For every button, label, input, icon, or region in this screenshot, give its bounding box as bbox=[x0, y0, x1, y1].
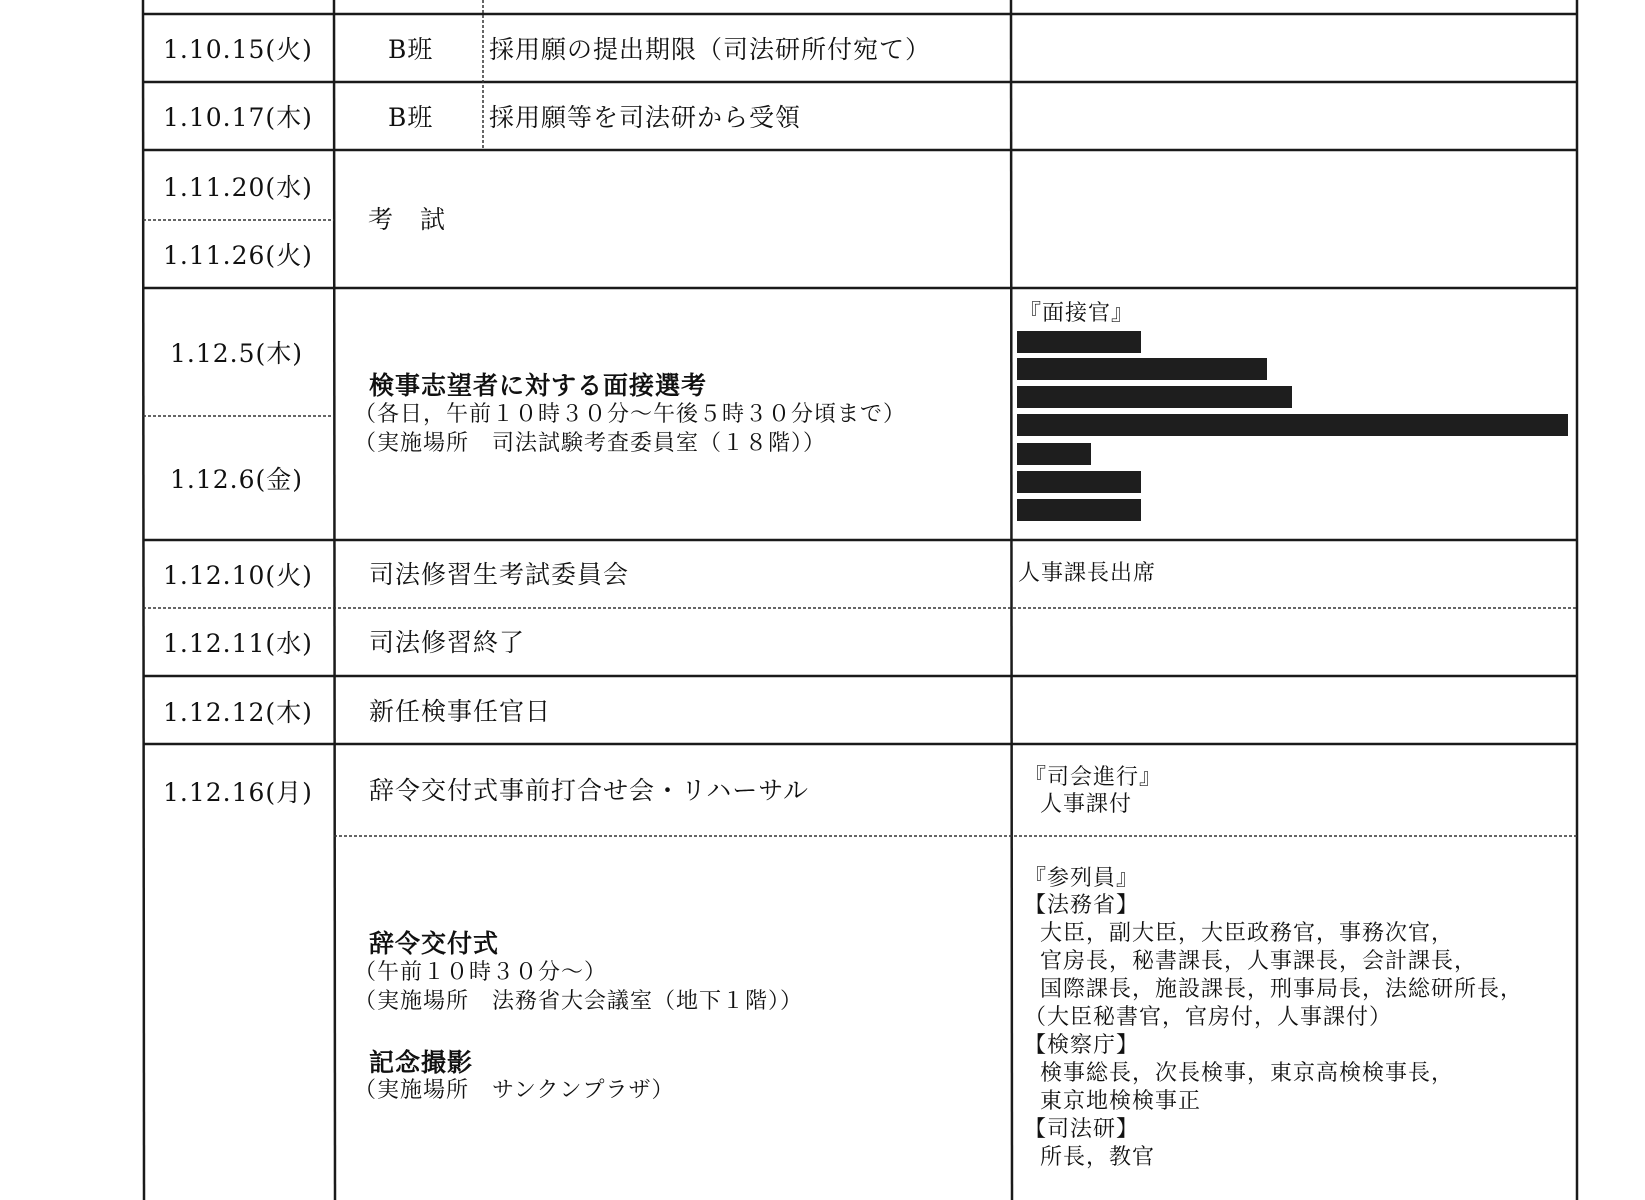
attendee-line: 【司法研】 bbox=[1024, 1117, 1140, 1142]
row-date: 1.10.15(火) bbox=[163, 35, 313, 64]
interview-title: 検事志望者に対する面接選考 bbox=[369, 371, 708, 400]
mc-title: 『司会進行』 bbox=[1024, 765, 1163, 790]
row-date-end: 1.11.26(火) bbox=[163, 241, 313, 270]
interviewers-title: 『面接官』 bbox=[1019, 301, 1135, 326]
redaction-bar bbox=[1017, 331, 1141, 353]
redaction-bar bbox=[1017, 386, 1292, 408]
redaction-bar bbox=[1017, 443, 1091, 465]
row-group: B班 bbox=[388, 103, 434, 132]
redaction-bar bbox=[1017, 471, 1141, 493]
attendee-line: 所長，教官 bbox=[1040, 1145, 1156, 1170]
attendee-line: 官房長，秘書課長，人事課長，会計課長， bbox=[1040, 949, 1478, 974]
attendee-line: 大臣，副大臣，大臣政務官，事務次官， bbox=[1040, 921, 1455, 946]
row-note: 人事課長出席 bbox=[1018, 561, 1157, 586]
row-date: 1.10.17(木) bbox=[163, 103, 313, 132]
ceremony-time: （午前１０時３０分～） bbox=[354, 960, 608, 985]
row-date: 1.12.12(木) bbox=[163, 698, 313, 727]
ceremony-place: （実施場所 法務省大会議室（地下１階）） bbox=[354, 989, 804, 1014]
row-date-start: 1.11.20(水) bbox=[163, 173, 313, 202]
row-date-start: 1.12.5(木) bbox=[170, 339, 304, 368]
row-group: B班 bbox=[388, 35, 434, 64]
attendees-title: 『参列員』 bbox=[1024, 866, 1140, 891]
row-date: 1.12.10(火) bbox=[163, 561, 313, 590]
photo-title: 記念撮影 bbox=[369, 1048, 474, 1077]
row-date: 1.12.11(水) bbox=[163, 629, 313, 658]
interview-place: （実施場所 司法試験考査委員室（１８階）） bbox=[354, 431, 827, 456]
redaction-bar bbox=[1017, 358, 1267, 380]
redaction-bar bbox=[1017, 414, 1568, 436]
interview-time: （各日，午前１０時３０分～午後５時３０分頃まで） bbox=[354, 402, 907, 427]
attendee-line: 国際課長，施設課長，刑事局長，法総研所長， bbox=[1040, 977, 1524, 1002]
attendee-line: 検事総長，次長検事，東京高検検事長， bbox=[1040, 1061, 1455, 1086]
row-content: 司法修習生考試委員会 bbox=[369, 560, 630, 589]
row-content: 採用願等を司法研から受領 bbox=[489, 103, 802, 132]
row-content: 考 試 bbox=[368, 205, 447, 234]
row-content: 新任検事任官日 bbox=[369, 697, 552, 726]
attendee-line: （大臣秘書官，官房付，人事課付） bbox=[1024, 1005, 1393, 1030]
row-content: 司法修習終了 bbox=[369, 628, 526, 657]
row-date-end: 1.12.6(金) bbox=[170, 465, 304, 494]
mc-name: 人事課付 bbox=[1040, 792, 1133, 817]
attendee-line: 東京地検検事正 bbox=[1040, 1089, 1202, 1114]
row-content: 採用願の提出期限（司法研所付宛て） bbox=[489, 35, 932, 64]
photo-place: （実施場所 サンクンプラザ） bbox=[354, 1078, 675, 1103]
attendee-line: 【検察庁】 bbox=[1024, 1033, 1140, 1058]
redaction-bar bbox=[1017, 499, 1141, 521]
rehearsal-label: 辞令交付式事前打合せ会・リハーサル bbox=[369, 776, 810, 805]
attendee-line: 【法務省】 bbox=[1024, 893, 1140, 918]
row-date: 1.12.16(月) bbox=[163, 778, 313, 807]
ceremony-title: 辞令交付式 bbox=[369, 929, 500, 958]
